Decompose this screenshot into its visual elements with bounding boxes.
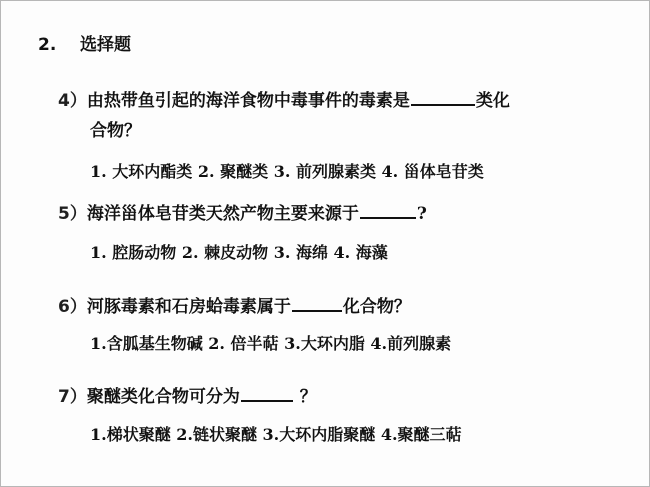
question-text: 河豚毒素和石房蛤毒素属于	[86, 297, 291, 317]
question-number: 7）	[58, 387, 87, 407]
question-6-options: 1.含胍基生物碱 2. 倍半萜 3.大环内脂 4.前列腺素	[90, 334, 452, 353]
question-text: 聚醚类化合物可分为	[86, 387, 240, 407]
answer-blank	[360, 201, 416, 219]
question-5	[58, 199, 427, 229]
section-heading	[38, 30, 131, 55]
question-text: 海洋甾体皂苷类天然产物主要来源于	[86, 204, 359, 224]
question-number: 5）	[58, 204, 87, 224]
question-7	[58, 382, 317, 412]
question-text-after: 化合物？	[342, 297, 411, 317]
question-text-after: 类化	[475, 91, 510, 111]
answer-blank	[241, 384, 293, 402]
question-4-options: 1. 大环内酯类 2. 聚醚类 3. 前列腺素类 4. 甾体皂苷类	[90, 162, 484, 181]
question-number: 6）	[58, 297, 87, 317]
question-text-line2: 合物？	[90, 121, 141, 141]
section-title: 选择题	[80, 35, 131, 55]
question-6	[58, 292, 411, 322]
question-text: 由热带鱼引起的海洋食物中毒事件的毒素是	[86, 91, 410, 111]
answer-blank	[292, 294, 342, 312]
question-4	[58, 86, 510, 146]
answer-blank	[411, 88, 475, 106]
question-text-after: ？	[293, 387, 317, 407]
question-5-options: 1. 腔肠动物 2. 棘皮动物 3. 海绵 4. 海藻	[90, 243, 388, 262]
question-text-after: ?	[416, 204, 427, 224]
question-number: 4）	[58, 91, 87, 111]
section-number: 2.	[38, 35, 57, 55]
question-7-options: 1.梯状聚醚 2.链状聚醚 3.大环内脂聚醚 4.聚醚三萜	[90, 425, 462, 444]
